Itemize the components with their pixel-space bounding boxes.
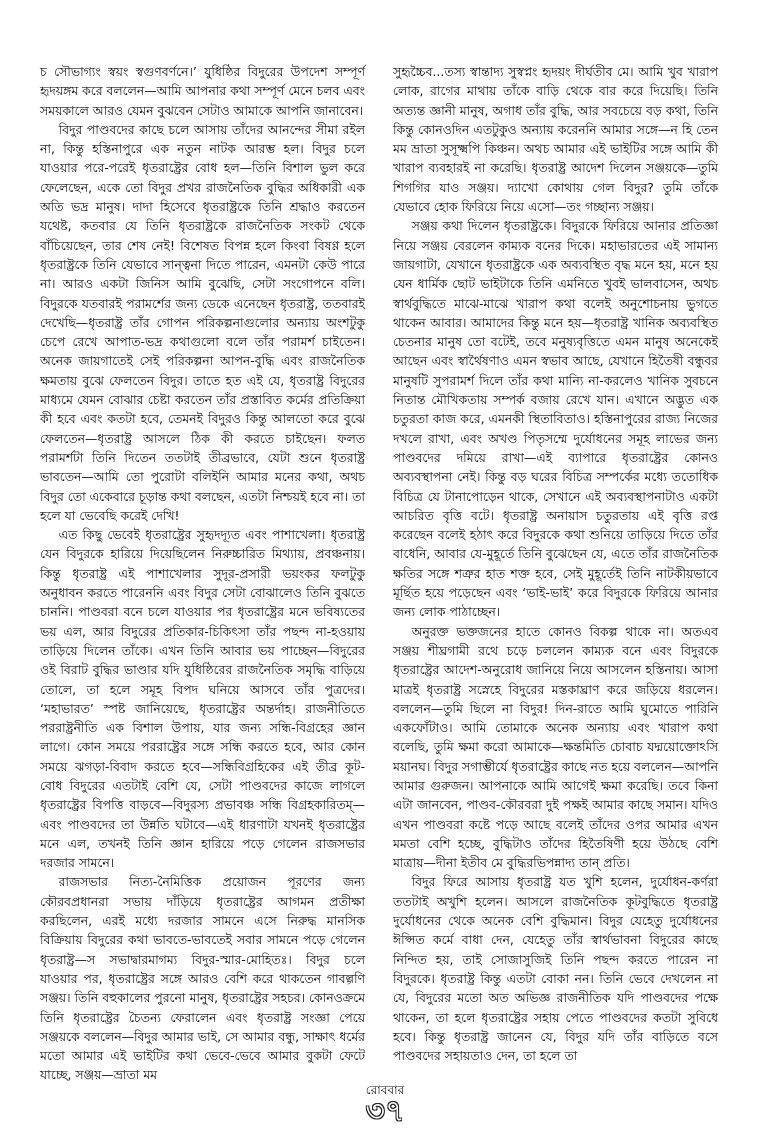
- page-number: ৩৭: [365, 1094, 405, 1129]
- paragraph: চ সৌভাগ্যং স্বয়ং স্বগুণবর্ণনে।’ যুধিষ্ঠির বিদুরের উপদেশ সম্পূর্ণ হৃদয়ঙ্গম করে বললেন—আমি আপনার কথা সম্পূর্ণ মেনে চলব এবং সময়কালে আরও যেমন বুঝবেন সেটাও আমাকে আপনি জানাবেন।: [40, 64, 365, 118]
- paragraph: বিদুর পাণ্ডবদের কাছে চলে আসায় তাঁদের আনন্দের সীমা রইল না, কিন্তু হস্তিনাপুরে এক নতুন নাটক আরম্ভ হল। বিদুর চলে যাওয়ার পরে-পরেই ধৃতরাষ্ট্রের বোধ হল—তিনি বিশাল ভুল করে ফেলেছেন, একে তো বিদুর প্রখর রাজনৈতিক বুদ্ধির অধিকারী এক অতি ভদ্র মানুষ। দাদা হিসেবে ধৃতরাষ্ট্রকে তিনি শ্রদ্ধাও করতেন যথেষ্ট, কতবার যে তিনি ধৃতরাষ্ট্রকে রাজনৈতিক সংকট থেকে বাঁচিয়েছেন, তার শেষ নেই! বিশেষত বিপন্ন হলে কিংবা বিষণ্ণ হলে ধৃতরাষ্ট্রকে তিনি যেভাবে সান্ত্বনা দিতে পারেন, এমনটা কেউ পারে না। আরও একটা জিনিস আমি বুঝেছি, সেটা সংগোপনে বলি। বিদুরকে যতবারই পরামর্শের জন্য ডেকে এনেছেন ধৃতরাষ্ট্র, ততবারই দেখেছি—ধৃতরাষ্ট্র তাঁর গোপন পরিকল্পনাগুলোর অন্যায় অংশটুকু চেপে রেখে আপাত-ভদ্র কথাগুলো বলে তাঁর পরামর্শ চাইতেন। অনেক জায়গাতেই সেই পরিকল্পনা আপন-বুদ্ধি এবং রাজনৈতিক ক্ষমতায় বুঝে ফেলতেন বিদুর। তাতে হত এই যে, ধৃতরাষ্ট্র বিদুরের মাধ্যমে যেমন বোঝার চেষ্টা করতেন তাঁর প্রস্তাবিত কর্মের প্রতিক্রিয়া কী হবে এবং কতটা হবে, তেমনই বিদুরও কিন্তু আলতো করে বুঝে ফেলতেন—ধৃতরাষ্ট্র আসলে ঠিক কী করতে চাইছেন। ফলত পরামর্শটা তিনি দিতেন ততটাই তীব্রভাবে, যেটা শুনে ধৃতরাষ্ট্র ভাবতেন—আমি তো পুরোটা বলিইনি আমার মনের কথা, অথচ বিদুর তো একেবারে চূড়ান্ত কথা বলছেন, এতটা নিশ্চয়ই হবে না। তা হলে যা ভেবেছি করেই দেখি!: [40, 121, 365, 523]
- paragraph: বিদুর ফিরে আসায় ধৃতরাষ্ট্র যত খুশি হলেন, দুর্যোধন-কর্ণরা ততটাই অখুশি হলেন। আসলে রাজনৈতিক কূটবুদ্ধিতে ধৃতরাষ্ট্র দুর্যোধনের থেকে অনেক বেশি বুদ্ধিমান। বিদুর যেহেতু দুর্যোধনের ঈপ্সিত কর্মে বাধা দেন, যেহেতু তাঁর স্বার্থভাবনা বিদুরের কাছে নিন্দিত হয়, তাই সোজাসুজিই তিনি পছন্দ করতে পারেন না বিদুরকে। ধৃতরাষ্ট্র কিন্তু এতটা বোকা নন। তিনি ভেবে দেখলেন না যে, বিদুরের মতো অত অভিজ্ঞ রাজনীতিক যদি পাণ্ডবদের পক্ষে থাকেন, তা হলে ধৃতরাষ্ট্রের সহায় পেতে পাণ্ডবদের কতটা সুবিধে হবে। কিন্তু ধৃতরাষ্ট্র জানেন যে, বিদুর যদি তাঁর বাড়িতে বসে পাণ্ডবদের সহায়তাও দেন, তা হলে তা: [393, 874, 718, 1064]
- paragraph: সুহৃচ্চৈব...তস্য স্বান্তাদ্য সুস্বপ্নং হৃদয়ং দীর্ঘতীব মে। আমি খুব খারাপ লোক, রাগের মাথায় তাঁকে বাড়ি থেকে বার করে দিয়েছি। তিনি অত্যন্ত জ্ঞানী মানুষ, অগাধ তাঁর বুদ্ধি, আর সবচেয়ে বড় কথা, তিনি কিন্তু কোনওদিন এতটুকুও অন্যায় করেননি আমার সঙ্গে—ন হি তেন মম ভ্রাতা সুসূক্ষ্মপি কিঞ্চন। অথচ আমার এই ভাইটির সঙ্গে আমি কী খারাপ ব্যবহারই না করেছি। ধৃতরাষ্ট্র আদেশ দিলেন সঞ্জয়কে—তুমি শিগগির যাও সঞ্জয়। দ্যাখো কোথায় গেল বিদুর? তুমি তাঁকে যেভাবে হোক ফিরিয়ে নিয়ে এসো—তং গচ্ছান্য সঞ্জয়।: [393, 64, 718, 215]
- paragraph: রাজসভার নিত্য-নৈমিত্তিক প্রয়োজন পূরণের জন্য কৌরবপ্রধানরা সভায় দাঁড়িয়ে ধৃতরাষ্ট্রের আগমন প্রতীক্ষা করছিলেন, এরই মধ্যে দরজার সামনে এসে নিরুদ্ধ মানসিক বিক্রিয়ায় বিদুরের কথা ভাবতে-ভাবতেই সবার সামনে পড়ে গেলেন ধৃতরাষ্ট্র—স সভাদ্বারমাগম্য বিদুর-স্মার-মোহিতঃ। বিদুর চলে যাওয়ার পর, ধৃতরাষ্ট্রের সঙ্গে আরও বেশি করে থাকতেন গাবল্গণি সঞ্জয়। তিনি বহুকালের পুরনো মানুষ, ধৃতরাষ্ট্রের সহচর। কোনওক্রমে তিনি ধৃতরাষ্ট্রের চৈতন্য ফেরালেন এবং ধৃতরাষ্ট্র সংজ্ঞা পেয়ে সঞ্জয়কে বললেন—বিদুর আমার ভাই, সে আমার বন্ধু, সাক্ষাৎ ধর্মের মতো আমার এই ভাইটির কথা ভেবে-ভেবে আমার বুকটা ফেটে যাচ্ছে, সঞ্জয়—ভ্রাতা মম: [40, 874, 365, 1083]
- paragraph: এত কিছু ভেবেই ধৃতরাষ্ট্রের সুহৃদদ্যূত এবং পাশাখেলা। ধৃতরাষ্ট্র যেন বিদুরকে হারিয়ে দিয়েছিলেন নিরুচ্চারিত মিথ্যায়, প্রবঞ্চনায়। কিন্তু ধৃতরাষ্ট্র এই পাশাখেলার সুদূর-প্রসারী ভয়ংকর ফলটুকু অনুধাবন করতে পারেননি এবং বিদুর সেটা বোঝালেও তিনি বুঝতে চাননি। পাণ্ডবরা বনে চলে যাওয়ার পর ধৃতরাষ্ট্রের মনে ভবিষ্যতের ভয় এল, আর বিদুরের প্রতিকার-চিকিৎসা তাঁর পছন্দ না-হওয়ায় তাড়িয়ে দিলেন তাঁকে। এখন তিনি আবার ভয় পাচ্ছেন—বিদুরের ওই বিরাট বুদ্ধির ভাণ্ডার যদি যুধিষ্ঠিরের রাজনৈতিক সমৃদ্ধি বাড়িয়ে তোলে, তা হলে সমূহ বিপদ ঘনিয়ে আসবে তাঁর পুত্রদের। ‘মহাভারত’ স্পষ্ট জানিয়েছে, ধৃতরাষ্ট্রের অন্তর্দাহ। রাজনীতিতে পররাষ্ট্রনীতি এক বিশাল উপায়, যার জন্য সন্ধি-বিগ্রহের জ্ঞান লাগে। কোন সময়ে পররাষ্ট্রের সঙ্গে সন্ধি করতে হবে, আর কোন সময়ে ঝগড়া-বিবাদ করতে হবে—সন্ধিবিগ্রহিকের এই তীব্র কূট-বোধ বিদুরের এতটাই বেশি যে, সেটা পাণ্ডবদের কাজে লাগলে ধৃতরাষ্ট্রের বিপত্তি বাড়বে—বিদুরস্য প্রভাবঞ্চ সন্ধি বিগ্রহকারিতম্—এবং পাণ্ডবদের তা উন্নতি ঘটাবে—এই ধারণাটা যখনই ধৃতরাষ্ট্রের মনে এল, তখনই তিনি জ্ঞান হারিয়ে পড়ে গেলেন রাজসভার দরজার সামনে।: [40, 527, 365, 871]
- magazine-name: রোববার: [365, 1083, 405, 1097]
- left-column: [40, 62, 365, 1085]
- paragraph: অনুরক্ত ভক্তজনের হাতে কোনও বিকল্প থাকে না। অতএব সঞ্জয় শীঘ্রগামী রথে চড়ে চললেন কাম্যক বনে এবং বিদুরকে ধৃতরাষ্ট্রের আদেশ-অনুরোধ জানিয়ে নিয়ে আসলেন হস্তিনায়। আসা মাত্রই ধৃতরাষ্ট্র সস্নেহে বিদুরের মস্তকাঘ্রাণ করে জড়িয়ে ধরলেন। বললেন—তুমি ছিলে না বিদুর! দিন-রাতে আমি ঘুমোতে পারিনি একফোঁটাও। আমি তোমাকে অনেক অন্যায় এবং খারাপ কথা বলেছি, তুমি ক্ষমা করো আমাকে—ক্ষন্তমিতি চোবাচ যদ্ময়োক্তোঽসি ময়ানঘ। বিদুর সগাম্ভীর্যে ধৃতরাষ্ট্রের কাছে নত হয়ে বললেন—আপনি আমার গুরুজন। আপনাকে আমি আগেই ক্ষমা করেছি। তবে কিনা এটা জানবেন, পাণ্ডব-কৌরবরা দুই পক্ষই আমার কাছে সমান। যদিও এখন পাণ্ডবরা কষ্টে পড়ে আছে বলেই তাঁদের ওপর আমার এখন মমতা বেশি হচ্ছে, বুদ্ধিটাও তাঁদের হিতৈষিণী হয়ে উঠছে বেশি মাত্রায়—দীনা ইতীব মে বুদ্ধিরভিপন্নাদ্য তান্ প্রতি।: [393, 623, 718, 871]
- right-column: [393, 62, 718, 1065]
- paragraph: সঞ্জয় কথা দিলেন ধৃতরাষ্ট্রকে। বিদুরকে ফিরিয়ে আনার প্রতিজ্ঞা নিয়ে সঞ্জয় বেরলেন কাম্যক বনের দিকে। মহাভারতের এই সামান্য জায়গাটা, যেখানে ধৃতরাষ্ট্রকে এক অব্যবস্থিত বৃদ্ধ মনে হয়, মনে হয় যেন ধার্মিক ছোট ভাইটাকে তিনি এমনিতে খুবই ভালবাসেন, অথচ স্বার্থবুদ্ধিতে মাঝে-মাঝে খারাপ কথা বলেই অনুশোচনায় ভুগতে থাকেন আবার। আমাদের কিন্তু মনে হয়—ধৃতরাষ্ট্র খানিক অব্যবস্থিত চেতনার মানুষ তো বটেই, তবে মনুষ্যবৃত্তিতে এমন মানুষ অনেকেই আছেন এবং স্বার্থৈষণাও এমন স্বভাব আছে, যেখানে হিতৈষী বন্ধুবর মানুষটি সুপরামর্শ দিলে তাঁর কথা মান্যি না-করলেও খানিক সুবচনে নিতান্ত মৌখিকতায় সম্পর্ক বজায় রেখে যান। এখানে অদ্ভুত এক চতুরতা কাজ করে, এমনকী স্থিতাবিতাও। হস্তিনাপুরের রাজ্য নিজের দখলে রাখা, এবং অখণ্ড পিতৃসম্মে দুর্যোধনের সমূহ লাভের জন্য পাণ্ডবদের দমিয়ে রাখা—এই ব্যাপারে ধৃতরাষ্ট্রের কোনও অব্যবস্থাপনা নেই। কিন্তু বড় ঘরের বিচিত্র সম্পর্কের মধ্যে ততোধিক বিচিত্র যে টানাপোড়েন থাকে, সেখানে এই অব্যবস্থাপনাটাও একটা আচরিত বৃত্তি বটে। ধৃতরাষ্ট্র অনায়াস চতুরতায় এই বৃত্তি রপ্ত করেছেন বলেই হঠাৎ করে বিদুরকে কথা শুনিয়ে তাড়িয়ে দিতে তাঁর বাধেনি, আবার যে-মুহূর্তে তিনি বুঝেছেন যে, এতে তাঁর রাজনৈতিক ক্ষতির সঙ্গে শত্রুর হাত শক্ত হবে, সেই মুহূর্তেই তিনি নাটকীয়ভাবে মূর্ছিত হয়ে পড়েছেন এবং ‘ভাই-ভাই’ করে বিদুরকে ফিরিয়ে আনার জন্য লোক পাঠাচ্ছেন।: [393, 218, 718, 620]
